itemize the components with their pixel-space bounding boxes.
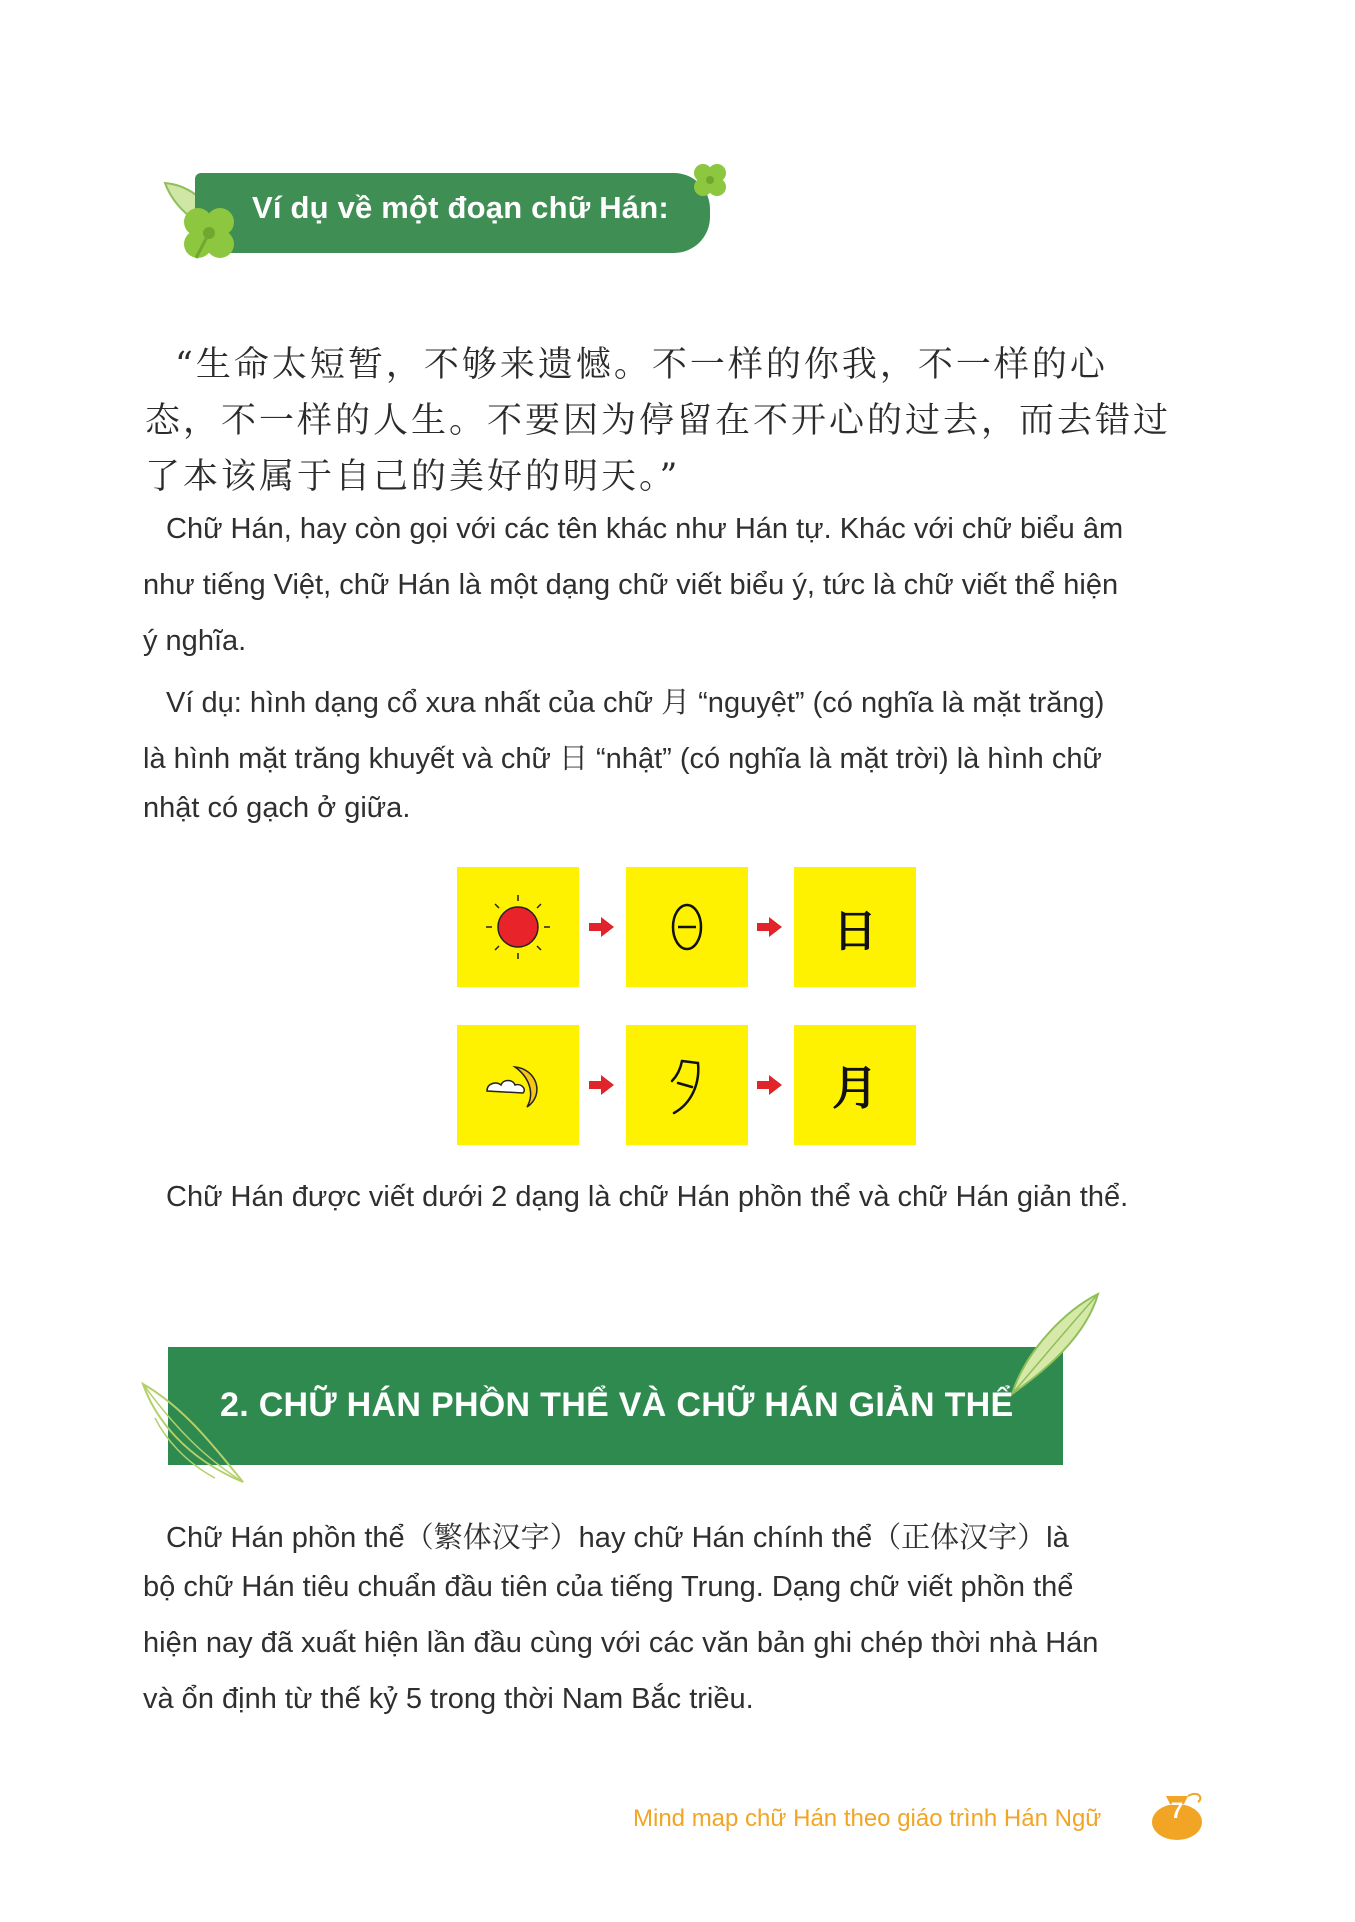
clover-icon — [176, 200, 242, 266]
example-heading: Ví dụ về một đoạn chữ Hán: — [252, 190, 669, 225]
modern-char-tile-yue — [794, 1025, 916, 1145]
arrow-right-icon — [757, 916, 783, 938]
char-yue: 月 — [832, 1061, 878, 1115]
chinese-quote-line: 态，不一样的人生。不要因为停留在不开心的过去，而去错过 — [145, 401, 1172, 441]
small-clover-icon — [688, 158, 732, 202]
sun-icon — [457, 867, 579, 987]
ancient-sun-glyph-icon — [626, 867, 748, 987]
ancient-moon-glyph-tile — [626, 1025, 748, 1145]
paragraph-line: bộ chữ Hán tiêu chuẩn đầu tiên của tiếng Trung. Dạng chữ viết phồn thể — [143, 1571, 1074, 1603]
char-ri: 日 — [833, 906, 877, 957]
ancient-moon-glyph-icon — [626, 1025, 748, 1145]
moon-pictogram-tile — [457, 1025, 579, 1145]
paragraph-line: là hình mặt trăng khuyết và chữ 日 “nhật” (có nghĩa là mặt trời) là hình chữ — [143, 743, 1102, 775]
section-2-title: 2. CHỮ HÁN PHỒN THỂ VÀ CHỮ HÁN GIẢN THỂ — [220, 1386, 1014, 1424]
sun-pictogram-tile — [457, 867, 579, 987]
modern-char-tile-ri — [794, 867, 916, 987]
paragraph-line: hiện nay đã xuất hiện lần đầu cùng với các văn bản ghi chép thời nhà Hán — [143, 1627, 1099, 1659]
paragraph-line: Chữ Hán được viết dưới 2 dạng là chữ Hán phồn thể và chữ Hán giản thể. — [166, 1181, 1129, 1213]
leaf-decoration-icon — [1006, 1290, 1106, 1400]
paragraph-line: và ổn định từ thế kỷ 5 trong thời Nam Bắc triều. — [143, 1683, 754, 1715]
page-number: 7 — [1170, 1798, 1184, 1823]
moon-cloud-icon — [457, 1025, 579, 1145]
paragraph-line: Chữ Hán, hay còn gọi với các tên khác như Hán tự. Khác với chữ biểu âm — [166, 513, 1124, 545]
paragraph-line: như tiếng Việt, chữ Hán là một dạng chữ viết biểu ý, tức là chữ viết thể hiện — [143, 569, 1119, 601]
paragraph-line: nhật có gạch ở giữa. — [143, 792, 411, 824]
chinese-quote-line: “生命太短暂，不够来遗憾。不一样的你我，不一样的心 — [175, 345, 1108, 385]
arrow-right-icon — [757, 1074, 783, 1096]
arrow-right-icon — [589, 916, 615, 938]
ancient-sun-glyph-tile — [626, 867, 748, 987]
footer-book-title: Mind map chữ Hán theo giáo trình Hán Ngữ — [633, 1805, 1102, 1832]
paragraph-line: Chữ Hán phồn thể（繁体汉字）hay chữ Hán chính thể（正体汉字）là — [166, 1522, 1069, 1554]
paragraph-line: ý nghĩa. — [143, 625, 247, 657]
chinese-quote-line: 了本该属于自己的美好的明天。” — [145, 457, 681, 497]
paragraph-line: Ví dụ: hình dạng cổ xưa nhất của chữ 月 “nguyệt” (có nghĩa là mặt trăng) — [166, 687, 1105, 719]
arrow-right-icon — [589, 1074, 615, 1096]
